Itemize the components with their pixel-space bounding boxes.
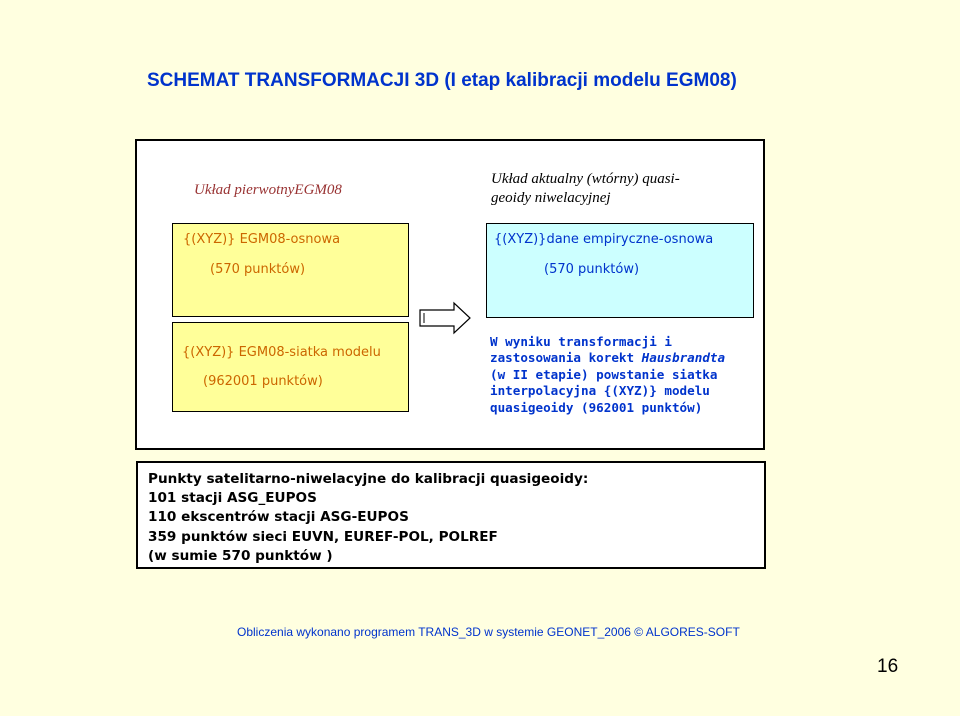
egm08-network-count: (570 punktów): [210, 262, 306, 277]
result-line-5: quasigeoidy (962001 punktów): [490, 399, 703, 415]
right-heading: Układ aktualny (wtórny) quasi-geoidy niwelacyjnej: [491, 171, 680, 206]
right-arrow-icon: [418, 301, 472, 335]
result-line-2: [490, 350, 760, 366]
egm08-network-label: {(XYZ)} EGM08-osnowa: [183, 232, 341, 247]
points-asg-stations: 101 stacji ASG_EUPOS: [148, 490, 317, 507]
result-line-2-text: zastosowania korekt: [490, 350, 642, 366]
empirical-network-label: {(XYZ)}dane empiryczne-osnowa: [494, 232, 714, 247]
empirical-network-count: (570 punktów): [544, 262, 640, 277]
egm08-grid-label: {(XYZ)} EGM08-siatka modelu: [182, 345, 381, 360]
hausbrandt-term: Hausbrandta: [641, 350, 726, 366]
result-description: [490, 334, 760, 416]
result-line-1: W wyniku transformacji i: [490, 334, 672, 349]
result-line-3: (w II etapie) powstanie siatka: [490, 366, 718, 382]
result-line-4: interpolacyjna {(XYZ)} modelu: [490, 383, 710, 399]
page-number: 16: [877, 656, 899, 677]
slide-title: SCHEMAT TRANSFORMACJI 3D (I etap kalibracji modelu EGM08): [147, 70, 737, 91]
egm08-grid-count: (962001 punktów): [203, 374, 323, 389]
calibration-points-text: [148, 470, 588, 566]
egm08-grid-box: [172, 322, 409, 412]
points-total: (w sumie 570 punktów ): [148, 547, 333, 564]
footer-credit: Obliczenia wykonano programem TRANS_3D w systemie GEONET_2006 © ALGORES-SOFT: [237, 625, 740, 639]
points-eccentrics: 110 ekscentrów stacji ASG-EUPOS: [148, 509, 409, 526]
points-network: 359 punktów sieci EUVN, EUREF-POL, POLREF: [148, 528, 498, 545]
left-heading: Układ pierwotnyEGM08: [194, 182, 342, 198]
points-heading: Punkty satelitarno-niwelacyjne do kalibracji quasigeoidy:: [148, 471, 589, 487]
